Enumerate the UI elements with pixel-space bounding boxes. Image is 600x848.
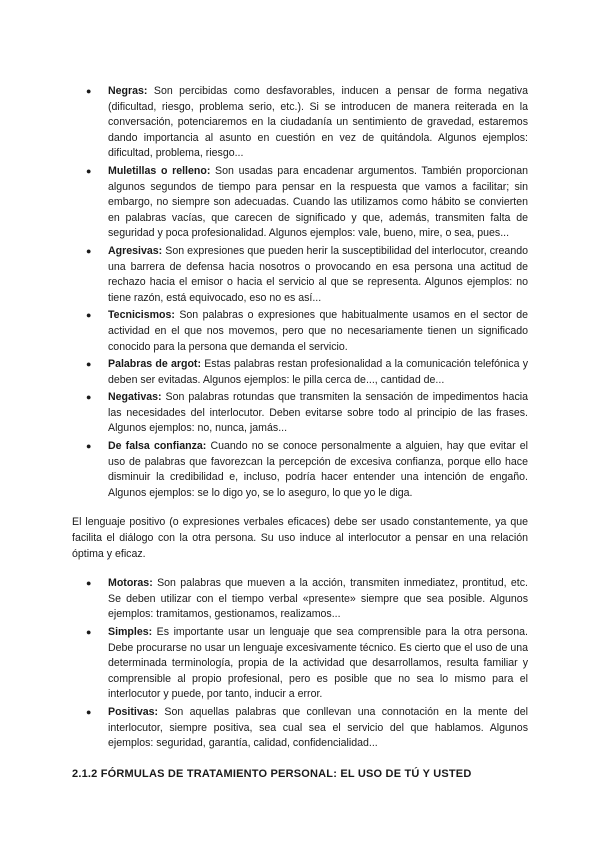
item-term: Muletillas o relleno:	[108, 164, 211, 177]
bullet-icon: ●	[86, 578, 92, 589]
list-item	[86, 576, 528, 623]
section-heading: 2.1.2 FÓRMULAS DE TRATAMIENTO PERSONAL: EL USO DE TÚ Y USTED	[72, 767, 472, 780]
list-item	[86, 357, 528, 388]
item-text: Son palabras o expresiones que habitualmente usamos en el sector de actividad en el que nos movemos, pero que no necesariamente tienen un significado conocido para la persona que demanda el servicio.	[108, 309, 528, 353]
list-item	[86, 84, 528, 162]
bullet-icon: ●	[86, 441, 92, 452]
bullet-icon: ●	[86, 245, 92, 256]
item-text: Son usadas para encadenar argumentos. También proporcionan algunos segundos de tiempo para pensar en la respuesta que vamos a facilitar; sin embargo, no siempre son adecuadas. Cuando las utilizamos como hábito se convierten en palabras vacías, que carecen de significado y que, además, transmiten falta de seguridad y poca profesionalidad. Algunos ejemplos: vale, bueno, mire, o sea, pues...	[108, 164, 528, 240]
bullet-icon: ●	[86, 359, 92, 370]
item-text: Son expresiones que pueden herir la susceptibilidad del interlocutor, creando una barrera de defensa hacia nosotros o provocando en esa persona una actitud de rechazo hacia el emisor o hacia el servicio al que se representa. Algunos ejemplos: no tiene razón, está equivocado, eso no es así...	[108, 244, 528, 304]
list-item	[86, 308, 528, 355]
item-text: Son palabras rotundas que transmiten la sensación de impedimentos hacia las necesidades del interlocutor. Deben evitarse sobre todo al principio de las frases. Algunos ejemplos: no, nunca, jamás...	[108, 391, 528, 435]
list-item	[86, 439, 528, 501]
list-item	[86, 625, 528, 703]
list-item	[86, 390, 528, 437]
body-paragraph: El lenguaje positivo (o expresiones verbales eficaces) debe ser usado constantemente, ya que facilita el diálogo con la otra persona. Su uso induce al interlocutor a pensar en una relación óptima y eficaz.	[72, 516, 528, 560]
bullet-icon: ●	[86, 627, 92, 637]
list-item	[86, 164, 528, 242]
item-text: Estas palabras restan profesionalidad a la comunicación telefónica y deben ser evitadas. Algunos ejemplos: le pilla cerca de..., cantidad de...	[108, 358, 528, 386]
bullet-icon: ●	[86, 165, 92, 176]
item-term: Negras:	[108, 85, 148, 97]
item-term: Simples:	[108, 626, 153, 638]
item-text: Cuando no se conoce personalmente a alguien, hay que evitar el uso de palabras que favorezcan la percepción de excesiva confianza, porque ello hace disminuir la credibilidad e, incluso, podría hacer entender una intención de engaño. Algunos ejemplos: se lo digo yo, se lo aseguro, lo que yo le diga.	[108, 440, 528, 499]
positive-words-list	[72, 576, 528, 752]
item-term: Palabras de argot:	[108, 358, 201, 371]
bullet-icon: ●	[86, 86, 92, 96]
list-item	[86, 705, 528, 752]
bullet-icon: ●	[86, 310, 92, 321]
item-term: Negativas:	[108, 391, 162, 404]
negative-words-list	[72, 84, 528, 501]
item-term: Motoras:	[108, 577, 153, 590]
bullet-icon: ●	[86, 706, 92, 717]
item-text: Son palabras que mueven a la acción, transmiten inmediatez, prontitud, etc. Se deben utilizar con el tiempo verbal «presente» siempre que sea posible. Algunos ejemplos: tramitamos, gestionamos, realizamos...	[108, 577, 528, 621]
item-term: Positivas:	[108, 705, 159, 718]
item-term: De falsa confianza:	[108, 440, 207, 453]
item-text: Son percibidas como desfavorables, inducen a pensar de forma negativa (dificultad, riesgo, problema serio, etc.). Si se introducen de manera reiterada en la conversación, potenciaremos en la ciudadanía un sentimiento de gravedad, estaremos dando importancia al asunto en cuestión en vez de quitándola. Algunos ejemplos: dificultad, problema, riesgo...	[108, 85, 528, 160]
bullet-icon: ●	[86, 392, 92, 403]
item-term: Tecnicismos:	[108, 309, 175, 322]
item-term: Agresivas:	[108, 244, 163, 257]
list-item	[86, 244, 528, 306]
item-text: Es importante usar un lenguaje que sea comprensible para la otra persona. Debe procurarse no usar un lenguaje excesivamente técnico. Es cierto que el uso de una determinada terminología, propia de la actividad que desarrollamos, resulta familiar y comprensible al propio profesional, pero es posible que no sea lo mismo para el interlocutor y puede, por tanto, inducir a error.	[108, 626, 528, 701]
item-text: Son aquellas palabras que conllevan una connotación en la mente del interlocutor, siempre positiva, sea cual sea el servicio del que hablamos. Algunos ejemplos: seguridad, garantía, calidad, confidencialidad...	[108, 705, 528, 750]
